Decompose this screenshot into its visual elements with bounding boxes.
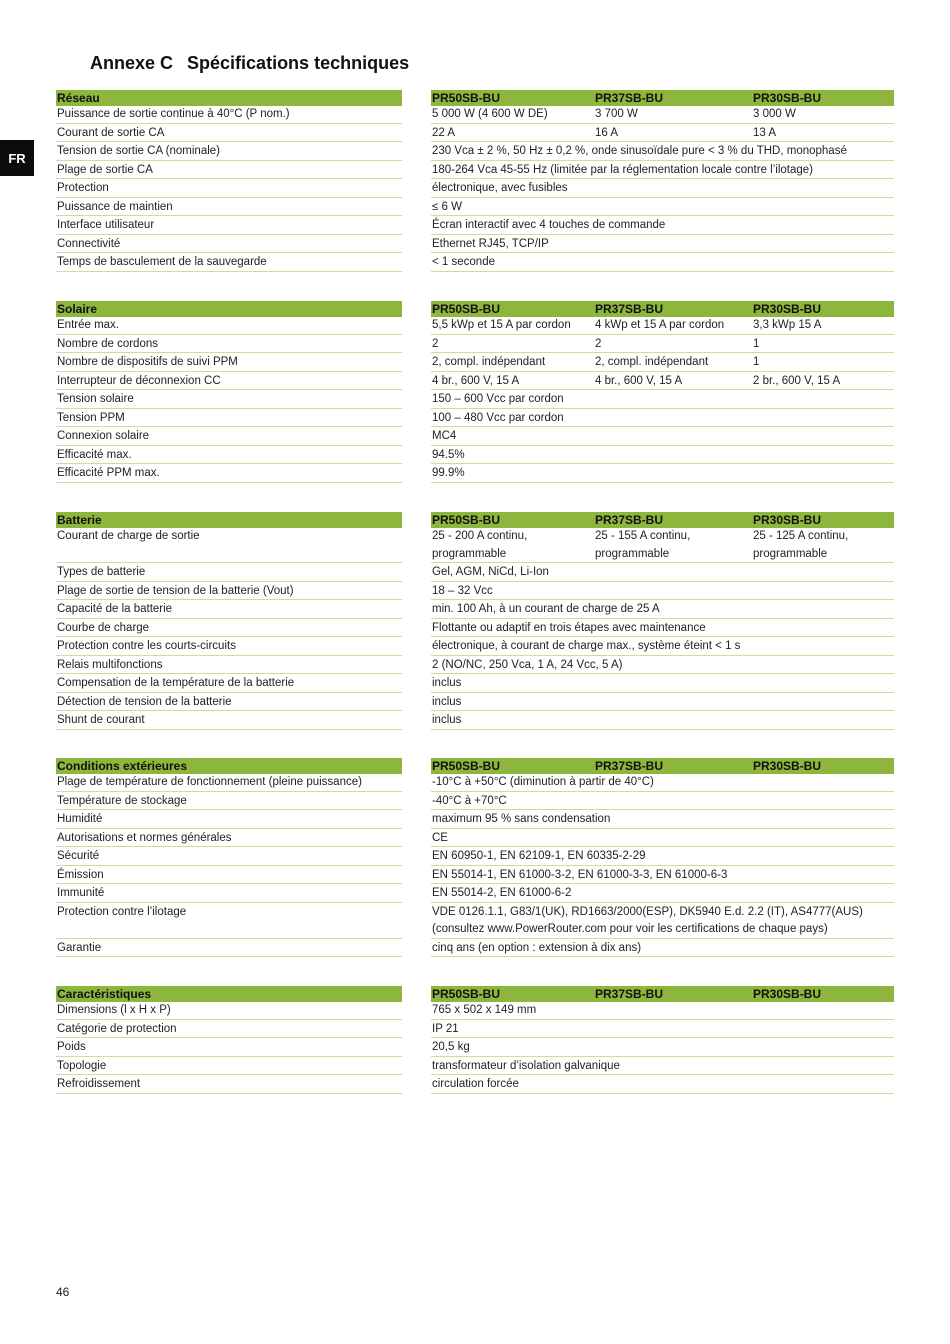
label-cell <box>56 848 402 866</box>
page-title <box>90 53 409 74</box>
spec-label: Dimensions (l x H x P) <box>57 1004 171 1016</box>
spec-value: EN 60950-1, EN 62109-1, EN 60335-2-29 <box>432 850 646 862</box>
spec-row <box>56 1058 894 1077</box>
spec-value: 20,5 kg <box>432 1041 470 1053</box>
value-cell <box>431 694 894 712</box>
value-cell <box>431 583 894 601</box>
spec-value: CE <box>432 831 448 844</box>
spec-value: 4 kWp et 15 A par cordon <box>595 319 725 331</box>
spec-value: Écran interactif avec 4 touches de commande <box>432 219 666 231</box>
spec-value: 5 000 W (4 600 W DE) <box>432 108 548 120</box>
spec-row <box>56 1039 894 1058</box>
spec-label: Courant de charge de sortie <box>57 530 200 542</box>
model-header: PR37SB-BU <box>595 91 664 105</box>
spec-label: Shunt de courant <box>57 714 145 726</box>
spec-section-conditions-exterieures <box>56 758 894 958</box>
spec-row <box>56 904 894 940</box>
spec-row <box>56 410 894 429</box>
spec-row <box>56 143 894 162</box>
spec-label: Tension PPM <box>57 411 125 424</box>
spec-label: Types de batterie <box>57 566 146 578</box>
spec-label: Protection <box>57 182 109 194</box>
spec-value: électronique, à courant de charge max., système éteint < 1 s <box>432 640 741 652</box>
spec-value: 4 br., 600 V, 15 A <box>595 374 683 387</box>
spec-label: Capacité de la batterie <box>57 603 173 615</box>
spec-row <box>56 620 894 639</box>
spec-label: Puissance de maintien <box>57 200 173 213</box>
spec-section-batterie <box>56 512 894 731</box>
spec-row <box>56 830 894 849</box>
spec-value: 22 A <box>432 126 456 139</box>
label-cell <box>56 1058 402 1076</box>
spec-label: Protection contre les courts-circuits <box>57 640 236 652</box>
section-header <box>56 301 894 317</box>
spec-row <box>56 1076 894 1095</box>
spec-value: 94.5% <box>432 448 465 461</box>
spec-value: 230 Vca ± 2 %, 50 Hz ± 0,2 %, onde sinusoïdale pure < 3 % du THD, monophasé <box>432 145 847 157</box>
spec-row <box>56 354 894 373</box>
spec-value: 25 - 155 A continu, programmable <box>595 530 691 560</box>
spec-value: IP 21 <box>432 1022 459 1035</box>
spec-value: MC4 <box>432 430 457 442</box>
spec-row <box>56 867 894 886</box>
spec-row <box>56 885 894 904</box>
spec-row <box>56 336 894 355</box>
spec-row <box>56 774 894 793</box>
section-header <box>56 90 894 106</box>
spec-label: Catégorie de protection <box>57 1022 177 1035</box>
value-cell <box>431 1021 894 1039</box>
spec-value: 2 <box>595 337 602 350</box>
spec-row <box>56 848 894 867</box>
spec-row <box>56 125 894 144</box>
spec-row <box>56 940 894 959</box>
model-header: PR37SB-BU <box>595 513 664 527</box>
section-title: Réseau <box>57 91 100 105</box>
spec-label: Tension solaire <box>57 393 134 405</box>
value-cell <box>431 336 894 354</box>
value-cell <box>431 1039 894 1057</box>
spec-value: Ethernet RJ45, TCP/IP <box>432 237 549 250</box>
spec-row <box>56 373 894 392</box>
spec-label: Courant de sortie CA <box>57 126 165 139</box>
page-number: 46 <box>56 1285 70 1299</box>
header-bar-left <box>56 301 402 317</box>
spec-value: Gel, AGM, NiCd, Li-Ion <box>432 566 549 578</box>
spec-row <box>56 428 894 447</box>
spec-row <box>56 793 894 812</box>
spec-row <box>56 1002 894 1021</box>
spec-row <box>56 811 894 830</box>
value-cell <box>431 675 894 693</box>
spec-value: 3 000 W <box>753 108 796 120</box>
spec-row <box>56 254 894 273</box>
spec-label: Garantie <box>57 941 102 954</box>
model-header: PR30SB-BU <box>753 987 822 1001</box>
spec-row <box>56 447 894 466</box>
spec-label: Nombre de cordons <box>57 337 158 350</box>
model-header: PR50SB-BU <box>432 759 501 773</box>
spec-value: électronique, avec fusibles <box>432 182 568 194</box>
spec-value: 2 br., 600 V, 15 A <box>753 374 841 387</box>
spec-row <box>56 638 894 657</box>
value-cell <box>431 125 894 143</box>
spec-value: circulation forcée <box>432 1078 519 1090</box>
spec-row <box>56 162 894 181</box>
value-cell <box>431 199 894 217</box>
model-header: PR37SB-BU <box>595 302 664 316</box>
spec-label: Interrupteur de déconnexion CC <box>57 374 221 387</box>
spec-label: Relais multifonctions <box>57 658 163 671</box>
spec-value: 3 700 W <box>595 108 638 120</box>
header-bar-left <box>56 90 402 106</box>
spec-value: maximum 95 % sans condensation <box>432 813 611 825</box>
spec-value: 25 - 200 A continu, programmable <box>432 530 528 560</box>
label-cell <box>56 940 402 958</box>
spec-label: Entrée max. <box>57 319 119 331</box>
spec-row <box>56 465 894 484</box>
spec-value: 16 A <box>595 126 619 139</box>
spec-label: Compensation de la température de la batterie <box>57 677 295 689</box>
label-cell <box>56 1039 402 1057</box>
spec-label: Température de stockage <box>57 794 187 807</box>
spec-value: cinq ans (en option : extension à dix ans) <box>432 941 642 954</box>
spec-row <box>56 564 894 583</box>
spec-row <box>56 583 894 602</box>
spec-label: Autorisations et normes générales <box>57 831 232 844</box>
section-title: Batterie <box>57 513 102 527</box>
spec-label: Protection contre l’ilotage <box>57 905 187 918</box>
value-cell <box>431 712 894 730</box>
model-header: PR30SB-BU <box>753 302 822 316</box>
section-title: Caractéristiques <box>57 987 152 1001</box>
model-header: PR37SB-BU <box>595 759 664 773</box>
spec-row <box>56 106 894 125</box>
annex-label: Annexe C <box>90 53 174 73</box>
spec-label: Puissance de sortie continue à 40°C (P nom.) <box>57 108 290 120</box>
spec-value: 3,3 kWp 15 A <box>753 319 822 331</box>
spec-label: Plage de sortie de tension de la batterie (Vout) <box>57 584 294 597</box>
spec-row <box>56 712 894 731</box>
spec-row <box>56 317 894 336</box>
spec-value: EN 55014-2, EN 61000-6-2 <box>432 887 572 899</box>
label-cell <box>56 811 402 829</box>
spec-label: Plage de température de fonctionnement (pleine puissance) <box>57 776 362 788</box>
spec-value: inclus <box>432 677 462 689</box>
spec-value: 1 <box>753 356 760 368</box>
spec-label: Efficacité PPM max. <box>57 467 160 479</box>
spec-label: Courbe de charge <box>57 621 150 634</box>
spec-label: Tension de sortie CA (nominale) <box>57 145 220 157</box>
value-cell <box>431 428 894 446</box>
spec-value: ≤ 6 W <box>432 200 462 213</box>
spec-value: -10°C à +50°C (diminution à partir de 40°C) <box>432 776 654 788</box>
spec-value: 99.9% <box>432 467 465 479</box>
value-cell <box>431 465 894 483</box>
section-header <box>56 986 894 1002</box>
spec-row <box>56 657 894 676</box>
spec-label: Poids <box>57 1041 86 1053</box>
model-header: PR30SB-BU <box>753 759 822 773</box>
spec-section-solaire <box>56 301 894 484</box>
spec-label: Humidité <box>57 813 103 825</box>
value-cell <box>431 830 894 848</box>
spec-row <box>56 528 894 564</box>
model-header: PR37SB-BU <box>595 987 664 1001</box>
spec-value: EN 55014-1, EN 61000-3-2, EN 61000-3-3, EN 61000-6-3 <box>432 868 728 881</box>
spec-value: < 1 seconde <box>432 256 495 268</box>
spec-label: Nombre de dispositifs de suivi PPM <box>57 356 238 368</box>
spec-value: min. 100 Ah, à un courant de charge de 25 A <box>432 603 660 615</box>
model-header: PR50SB-BU <box>432 987 501 1001</box>
spec-value: 2 <box>432 337 439 350</box>
section-title: Conditions extérieures <box>57 759 188 773</box>
spec-value: Flottante ou adaptif en trois étapes avec maintenance <box>432 621 706 634</box>
spec-label: Interface utilisateur <box>57 219 155 231</box>
spec-row <box>56 601 894 620</box>
spec-value: 150 – 600 Vcc par cordon <box>432 393 564 405</box>
spec-row <box>56 199 894 218</box>
spec-label: Émission <box>57 868 104 881</box>
spec-value: inclus <box>432 714 462 726</box>
spec-label: Refroidissement <box>57 1078 141 1090</box>
model-header: PR50SB-BU <box>432 302 501 316</box>
spec-label: Topologie <box>57 1059 107 1072</box>
spec-row <box>56 180 894 199</box>
spec-value: transformateur d’isolation galvanique <box>432 1059 620 1072</box>
model-header: PR50SB-BU <box>432 91 501 105</box>
spec-value: 5,5 kWp et 15 A par cordon <box>432 319 571 331</box>
section-header <box>56 512 894 528</box>
label-cell <box>56 867 402 885</box>
spec-label: Temps de basculement de la sauvegarde <box>57 256 267 268</box>
spec-value: 25 - 125 A continu, programmable <box>753 530 849 560</box>
spec-label: Sécurité <box>57 850 100 862</box>
section-header <box>56 758 894 774</box>
value-cell <box>431 254 894 272</box>
spec-section-caracteristiques <box>56 986 894 1095</box>
header-bar-left <box>56 512 402 528</box>
spec-label: Efficacité max. <box>57 448 132 461</box>
spec-value: -40°C à +70°C <box>432 794 507 807</box>
model-header: PR30SB-BU <box>753 91 822 105</box>
label-cell <box>56 885 402 903</box>
spec-label: Connexion solaire <box>57 430 150 442</box>
title-text: Spécifications techniques <box>187 53 410 73</box>
spec-value: 765 x 502 x 149 mm <box>432 1004 537 1016</box>
spec-value: VDE 0126.1.1, G83/1(UK), RD1663/2000(ESP), DK5940 E.d. 2.2 (IT), AS4777(AUS) (consultez www.PowerRouter.com pour voir les certifications de chaque pays) <box>432 905 863 935</box>
spec-value: 18 – 32 Vcc <box>432 584 493 597</box>
spec-label: Détection de tension de la batterie <box>57 695 232 708</box>
spec-row <box>56 1021 894 1040</box>
model-header: PR50SB-BU <box>432 513 501 527</box>
spec-row <box>56 236 894 255</box>
spec-value: 1 <box>753 337 760 350</box>
spec-value: 180-264 Vca 45-55 Hz (limitée par la réglementation locale contre l’ilotage) <box>432 163 813 176</box>
spec-row <box>56 391 894 410</box>
spec-value: inclus <box>432 695 462 708</box>
spec-row <box>56 217 894 236</box>
spec-value: 2 (NO/NC, 250 Vca, 1 A, 24 Vcc, 5 A) <box>432 658 623 671</box>
spec-label: Connectivité <box>57 237 121 250</box>
spec-value: 4 br., 600 V, 15 A <box>432 374 520 387</box>
section-title: Solaire <box>57 302 98 316</box>
spec-row <box>56 694 894 713</box>
spec-value: 100 – 480 Vcc par cordon <box>432 411 564 424</box>
model-header: PR30SB-BU <box>753 513 822 527</box>
value-cell <box>431 447 894 465</box>
spec-value: 2, compl. indépendant <box>432 356 546 368</box>
spec-label: Plage de sortie CA <box>57 163 153 176</box>
spec-row <box>56 675 894 694</box>
spec-value: 2, compl. indépendant <box>595 356 709 368</box>
spec-section-reseau <box>56 90 894 273</box>
spec-value: 13 A <box>753 126 777 139</box>
language-tab: FR <box>0 140 34 176</box>
spec-label: Immunité <box>57 887 105 899</box>
